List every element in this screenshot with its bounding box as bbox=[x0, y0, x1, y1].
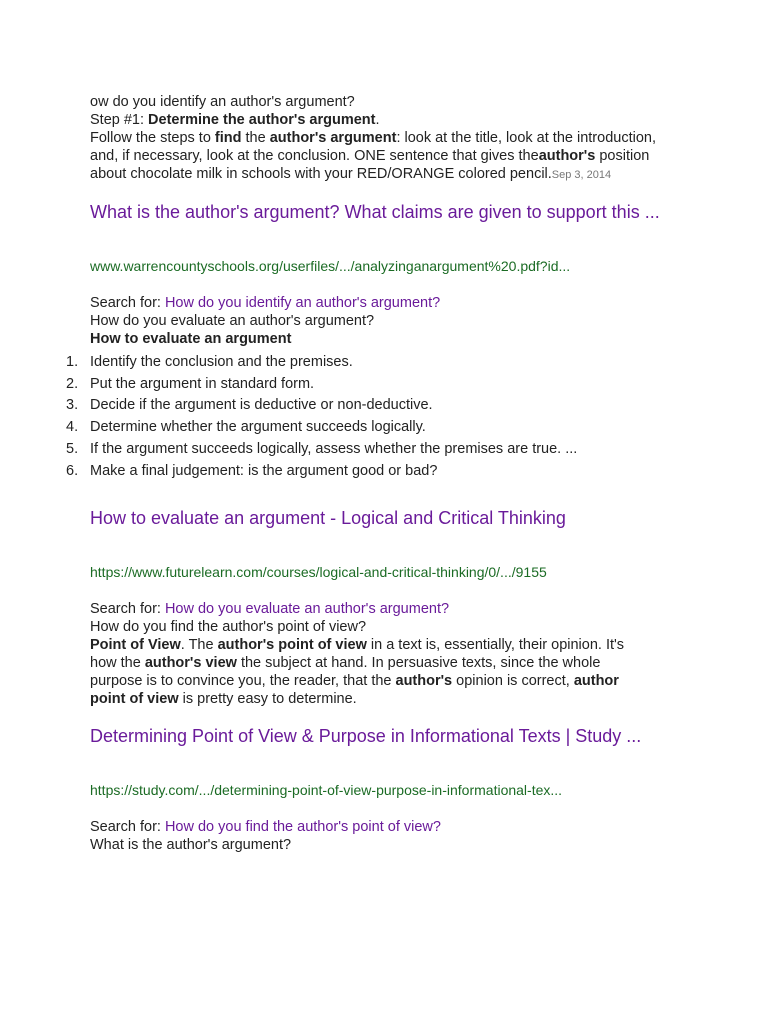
list-item: 3. Decide if the argument is deductive or non-deductive. bbox=[66, 397, 433, 414]
question-heading: What is the author's argument? bbox=[90, 837, 292, 854]
question-heading: How do you find the author's point of view? bbox=[90, 619, 367, 636]
list-item: 1. Identify the conclusion and the premises. bbox=[66, 354, 353, 370]
search-for-line: Search for: How do you find the author's point of view? bbox=[90, 819, 441, 836]
list-item: 4. Determine whether the argument succeeds logically. bbox=[66, 419, 426, 436]
result-url[interactable]: www.warrencountyschools.org/userfiles/.../analyzinganargument%20.pdf?id... bbox=[90, 258, 571, 274]
search-for-link[interactable]: How do you identify an author's argument? bbox=[164, 295, 441, 311]
question-heading: How do you evaluate an author's argument? bbox=[90, 313, 375, 329]
search-for-line: Search for: How do you identify an author's argument? bbox=[90, 295, 441, 311]
result-url[interactable]: https://study.com/.../determining-point-of-view-purpose-in-informational-tex... bbox=[90, 782, 563, 799]
list-item: 5. If the argument succeeds logically, assess whether the premises are true. ... bbox=[66, 440, 578, 457]
document-page bbox=[66, 93, 690, 854]
snippet-paragraph: Follow the steps to find the author's argument: look at the title, look at the introduction, and, if necessary, look at the conclusion. ONE sentence that gives theauthor's position about chocolate milk in schools with your RED/ORANGE colored pencil.Sep 3, 2014 bbox=[90, 130, 656, 182]
search-for-link[interactable]: How do you find the author's point of view? bbox=[164, 819, 441, 836]
list-item: 6. Make a final judgement: is the argument good or bad? bbox=[66, 462, 438, 479]
search-for-line: Search for: How do you evaluate an author's argument? bbox=[90, 601, 450, 618]
result-title-link[interactable]: How to evaluate an argument - Logical and Critical Thinking bbox=[90, 508, 566, 529]
result-title-link[interactable]: What is the author's argument? What claims are given to support this ... bbox=[90, 202, 660, 222]
result-title-link[interactable]: Determining Point of View & Purpose in Informational Texts | Study ... bbox=[90, 726, 642, 747]
snippet-date: Sep 3, 2014 bbox=[551, 169, 612, 181]
question-heading: ow do you identify an author's argument? bbox=[90, 94, 355, 110]
snippet-paragraph: Point of View. The author's point of view in a text is, essentially, their opinion. It's how the author's view the subject at hand. In persuasive texts, since the whole purpose is to convince you, the reader, that the author's opinion is correct, author point of view is pretty easy to determine. bbox=[90, 637, 625, 708]
result-url[interactable]: https://www.futurelearn.com/courses/logical-and-critical-thinking/0/.../9155 bbox=[90, 564, 547, 581]
list-item: 2. Put the argument in standard form. bbox=[66, 375, 315, 392]
search-for-link[interactable]: How do you evaluate an author's argument? bbox=[164, 601, 450, 618]
step-line: Step #1: Determine the author's argument. bbox=[90, 112, 380, 128]
list-heading: How to evaluate an argument bbox=[90, 331, 292, 347]
steps-list bbox=[66, 352, 690, 482]
